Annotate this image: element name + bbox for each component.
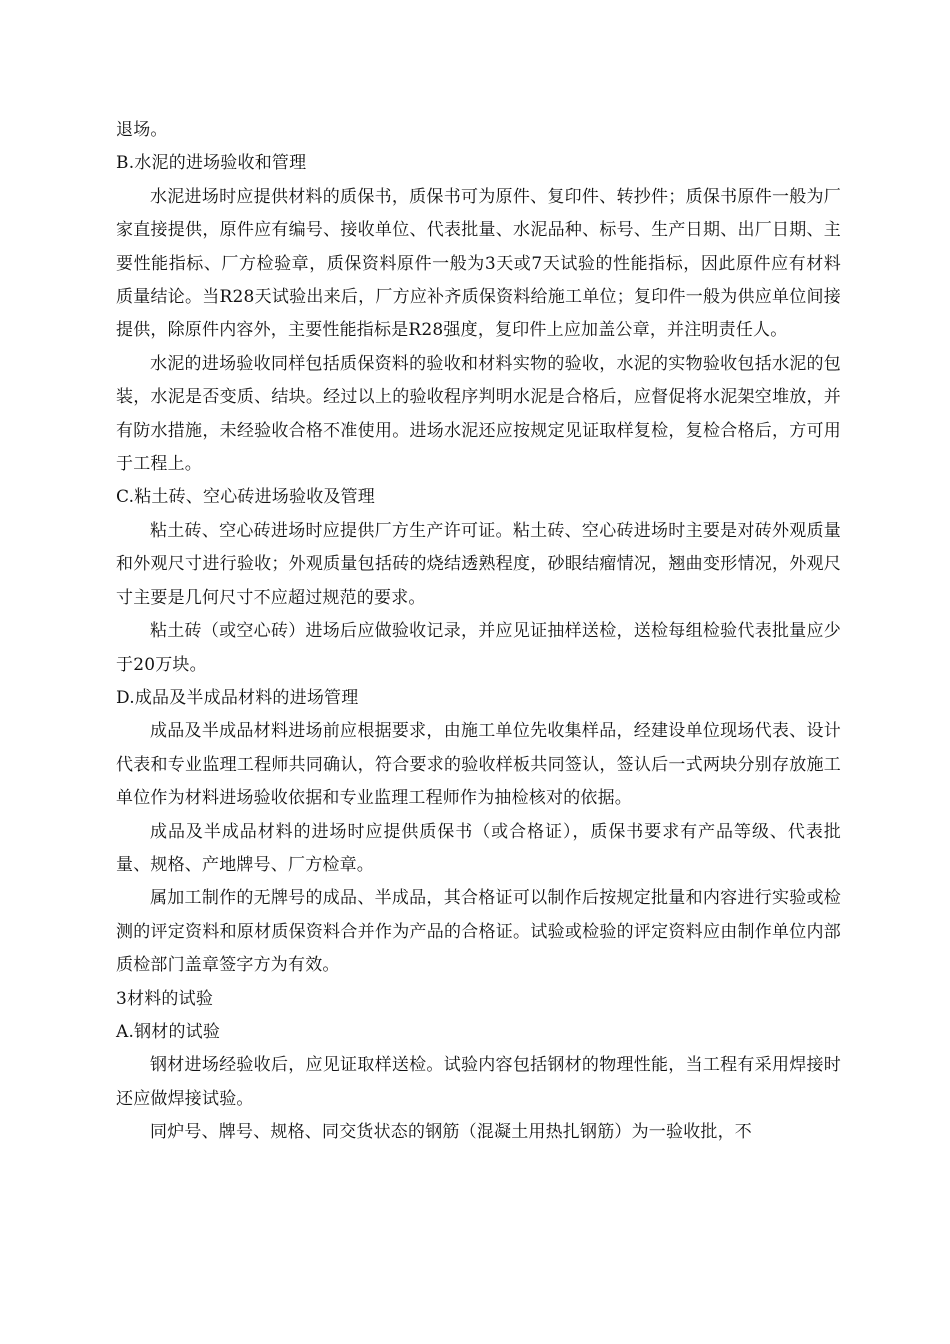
paragraph-steel-batch: 同炉号、牌号、规格、同交货状态的钢筋（混凝土用热扎钢筋）为一验收批，不 [150, 1122, 752, 1143]
paragraph-steel-sampling: 钢材进场经验收后，应见证取样送检。试验内容包括钢材的物理性能，当工程有采用焊接时还应做焊接试验。 [116, 1055, 841, 1109]
paragraph-cement-acceptance: 水泥的进场验收同样包括质保资料的验收和材料实物的验收，水泥的实物验收包括水泥的包装，水泥是否变质、结块。经过以上的验收程序判明水泥是合格后，应督促将水泥架空堆放，并有防水措施，未经验收合格不准使用。进场水泥还应按规定见证取样复检，复检合格后，方可用于工程上。 [116, 353, 841, 475]
paragraph-unbranded-products: 属加工制作的无牌号的成品、半成品，其合格证可以制作后按规定批量和内容进行实验或检测的评定资料和原材质保资料合并作为产品的合格证。试验或检验的评定资料应由制作单位内部质检部门盖章签字方为有效。 [116, 888, 841, 976]
paragraph-finished-samples: 成品及半成品材料进场前应根据要求，由施工单位先收集样品，经建设单位现场代表、设计代表和专业监理工程师共同确认，符合要求的验收样板共同签认，签认后一式两块分别存放施工单位作为材料进场验收依据和专业监理工程师作为抽检核对的依据。 [116, 721, 841, 809]
section-heading-steel-testing: A.钢材的试验 [116, 1021, 221, 1042]
section-heading-cement: B.水泥的进场验收和管理 [116, 153, 307, 174]
paragraph-continuation: 退场。 [116, 120, 168, 140]
section-heading-bricks: C.粘土砖、空心砖进场验收及管理 [116, 487, 376, 508]
paragraph-finished-certificate: 成品及半成品材料的进场时应提供质保书（或合格证），质保书要求有产品等级、代表批量、规格、产地牌号、厂方检章。 [116, 821, 841, 875]
paragraph-bricks-inspection: 粘土砖、空心砖进场时应提供厂方生产许可证。粘土砖、空心砖进场时主要是对砖外观质量和外观尺寸进行验收；外观质量包括砖的烧结透熟程度，砂眼结瘤情况，翘曲变形情况，外观尺寸主要是几何尺寸不应超过规范的要求。 [116, 520, 841, 608]
document-body [116, 114, 841, 1150]
section-heading-finished-products: D.成品及半成品材料的进场管理 [116, 687, 359, 708]
paragraph-bricks-record: 粘土砖（或空心砖）进场后应做验收记录，并应见证抽样送检，送检每组检验代表批量应少于20万块。 [116, 621, 841, 675]
paragraph-cement-certificate: 水泥进场时应提供材料的质保书，质保书可为原件、复印件、转抄件；质保书原件一般为厂家直接提供，原件应有编号、接收单位、代表批量、水泥品种、标号、生产日期、出厂日期、主要性能指标、厂方检验章，质保资料原件一般为3天或7天试验的性能指标，因此原件应有材料质量结论。当R28天试验出来后，厂方应补齐质保资料给施工单位；复印件一般为供应单位间接提供，除原件内容外，主要性能指标是R28强度，复印件上应加盖公章，并注明责任人。 [116, 186, 841, 341]
section-heading-material-testing: 3材料的试验 [116, 988, 214, 1009]
